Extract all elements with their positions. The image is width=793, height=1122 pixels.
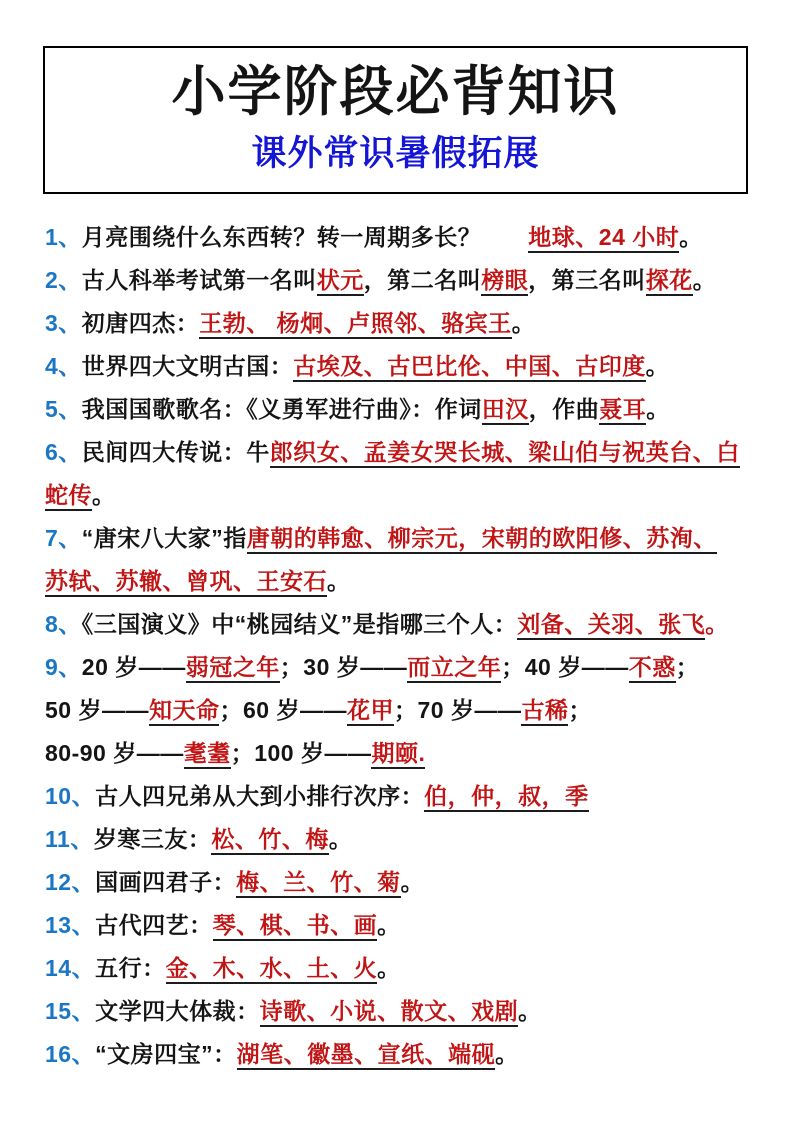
question-text: ； <box>568 697 592 723</box>
answer-text: 琴、棋、书、画 <box>213 912 378 941</box>
question-text: 。 <box>328 826 353 852</box>
question-text: 古人科举考试第一名叫 <box>81 267 317 293</box>
list-line <box>45 302 757 345</box>
item-number: 12、 <box>45 869 96 895</box>
question-text: 。 <box>679 224 703 250</box>
answer-text: 田汉 <box>482 396 529 425</box>
answer-text: 金、木、水、土、火 <box>166 955 378 984</box>
list-line <box>45 775 757 818</box>
answer-text: 唐朝的韩愈、柳宗元，宋朝的欧阳修、苏洵、 <box>247 525 717 554</box>
item-number: 11、 <box>45 826 94 852</box>
answer-text: 聂耳 <box>599 396 646 425</box>
question-text: 。 <box>645 353 670 379</box>
question-text: “唐宋八大家”指 <box>81 525 247 551</box>
title-box <box>43 46 748 194</box>
list-line <box>45 732 757 775</box>
list-line <box>45 216 757 259</box>
question-text: 。 <box>518 998 542 1024</box>
list-line <box>45 345 757 388</box>
question-text: 。 <box>495 1041 519 1067</box>
question-text: 。 <box>377 955 401 981</box>
answer-text: 蛇传 <box>45 482 92 511</box>
answer-text: 湖笔、徽墨、宣纸、端砚 <box>237 1041 496 1070</box>
list-line <box>45 560 757 603</box>
answer-text: 古埃及、古巴比伦、中国、古印度 <box>293 353 646 382</box>
answer-text: 苏轼、苏辙、曾巩、王安石 <box>45 568 327 597</box>
answer-text: 不惑 <box>629 654 676 683</box>
item-number: 15、 <box>45 998 96 1024</box>
item-number: 7、 <box>45 525 82 551</box>
answer-text: 刘备、关羽、张飞 <box>517 611 705 640</box>
question-text: “文房四宝”： <box>95 1041 237 1067</box>
question-text: 文学四大体裁： <box>95 998 260 1024</box>
item-number: 1、 <box>45 224 82 250</box>
item-number: 4、 <box>45 353 82 379</box>
list-line <box>45 646 757 689</box>
answer-text: 弱冠之年 <box>186 654 280 683</box>
item-number: 16、 <box>45 1041 96 1067</box>
answer-text: 花甲 <box>347 697 394 726</box>
item-number: 2、 <box>45 267 82 293</box>
answer-text: 王勃、 杨炯、卢照邻、骆宾王 <box>199 310 511 339</box>
list-line <box>45 474 757 517</box>
list-line <box>45 990 757 1033</box>
list-line <box>45 1033 757 1076</box>
question-text: ；70 岁—— <box>393 697 522 723</box>
answer-text: 耄耋 <box>184 740 231 769</box>
item-number: 10、 <box>45 783 96 809</box>
question-text: ，作曲 <box>528 396 600 422</box>
list-line <box>45 947 757 990</box>
answer-text: 地球、24 小时 <box>528 224 679 253</box>
answer-text: 松、竹、梅 <box>211 826 329 855</box>
item-number: 13、 <box>45 912 96 938</box>
question-text: ； <box>675 654 700 680</box>
question-text: 。 <box>646 396 670 422</box>
question-text: 。 <box>377 912 401 938</box>
question-text: ；60 岁—— <box>219 697 347 723</box>
question-text: 世界四大文明古国： <box>81 353 294 379</box>
question-text: ；30 岁—— <box>279 654 408 680</box>
qa-list <box>45 216 757 1076</box>
item-number: 6、 <box>45 439 82 465</box>
answer-text: 而立之年 <box>407 654 501 683</box>
page-subtitle: 课外常识暑假拓展 <box>251 134 540 173</box>
question-text: 我国国歌歌名：《义勇军进行曲》：作词 <box>81 396 482 422</box>
question-text: 。 <box>692 267 717 293</box>
answer-text: 期颐. <box>371 740 425 769</box>
question-text: 岁寒三友： <box>93 826 212 852</box>
list-line <box>45 431 757 474</box>
answer-text: 状元 <box>317 267 364 296</box>
answer-text: 古稀 <box>521 697 568 726</box>
question-text: 。 <box>400 869 425 895</box>
answer-text: 榜眼 <box>481 267 528 296</box>
question-text: 。 <box>327 568 351 594</box>
question-text: ，第二名叫 <box>363 267 482 293</box>
list-line <box>45 861 757 904</box>
question-text: 80-90 岁—— <box>45 740 184 766</box>
item-number: 9、 <box>45 654 82 680</box>
question-text: 。 <box>92 482 116 508</box>
page-title: 小学阶段必背知识 <box>171 62 620 122</box>
list-line <box>45 259 757 302</box>
item-number: 8、 <box>45 611 82 637</box>
list-line <box>45 904 757 947</box>
question-text: 古人四兄弟从大到小排行次序： <box>95 783 425 809</box>
answer-text: 知天命 <box>149 697 220 726</box>
list-line <box>45 388 757 431</box>
question-text: ；40 岁—— <box>501 654 629 680</box>
item-number: 14、 <box>45 955 96 981</box>
question-text: 月亮围绕什么东西转？转一周期多长？ <box>81 224 529 250</box>
question-text: 古代四艺： <box>95 912 213 938</box>
answer-text: 探花 <box>646 267 693 296</box>
answer-punct: 。 <box>705 611 729 637</box>
answer-text: 郎织女、孟姜女哭长城、梁山伯与祝英台、白 <box>270 439 740 468</box>
question-text: 国画四君子： <box>95 869 237 895</box>
list-line <box>45 603 757 646</box>
list-line <box>45 517 757 560</box>
question-text: 50 岁—— <box>45 697 149 723</box>
question-text: ；100 岁—— <box>230 740 372 766</box>
answer-text: 伯，仲，叔，季 <box>424 783 589 812</box>
question-text: ，第三名叫 <box>528 267 646 293</box>
item-number: 5、 <box>45 396 82 422</box>
item-number: 3、 <box>45 310 82 336</box>
question-text: 五行： <box>95 955 166 981</box>
list-line <box>45 818 757 861</box>
question-text: 20 岁—— <box>81 654 186 680</box>
question-text: 初唐四杰： <box>81 310 200 336</box>
answer-text: 梅、兰、竹、菊 <box>236 869 401 898</box>
question-text: 《三国演义》中“桃园结义”是指哪三个人： <box>81 611 518 637</box>
answer-text: 诗歌、小说、散文、戏剧 <box>260 998 519 1027</box>
question-text: 。 <box>511 310 536 336</box>
question-text: 民间四大传说：牛 <box>81 439 270 465</box>
list-line <box>45 689 757 732</box>
